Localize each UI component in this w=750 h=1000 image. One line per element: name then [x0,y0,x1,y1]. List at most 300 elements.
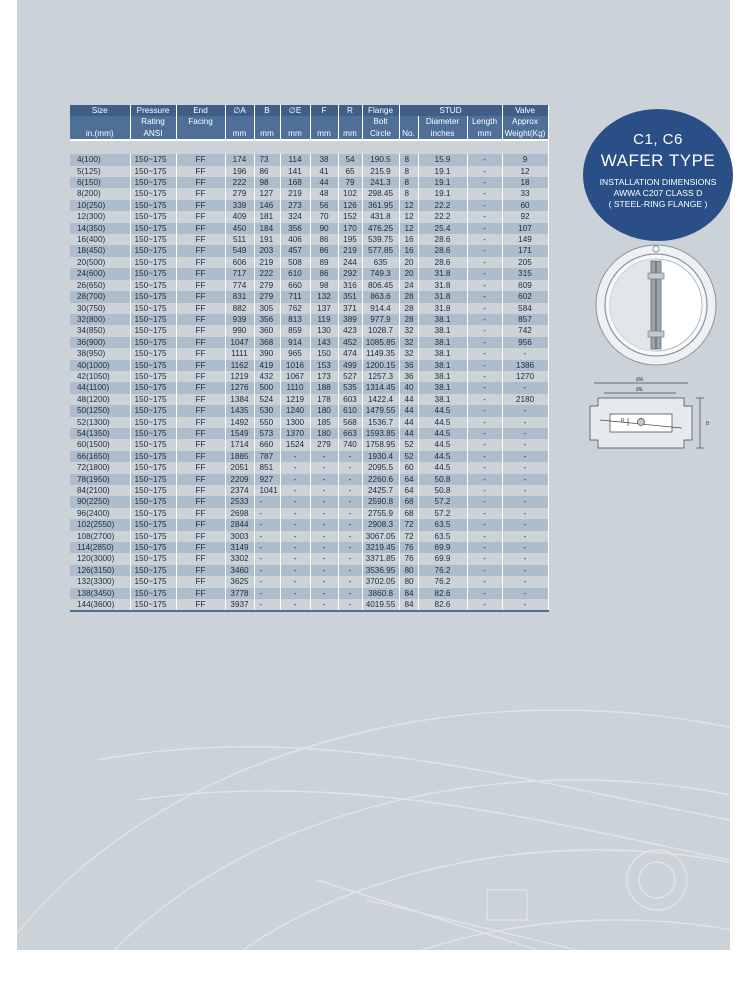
cell-f: - [310,451,338,462]
cell-pressure: 150~175 [130,417,176,428]
cell-stud-diameter: 22.2 [418,200,467,211]
cell-a: 1549 [225,428,254,439]
cell-r: 603 [338,394,362,405]
col-flange: Flange [362,105,399,116]
cell-stud-length: - [467,542,502,553]
cell-e: 457 [280,245,310,256]
badge-subtitle [583,177,733,210]
cell-f: 279 [310,439,338,450]
cell-stud-length: - [467,268,502,279]
col-bolt: Bolt [362,116,399,127]
cell-r: 389 [338,314,362,325]
cell-stud-length: - [467,451,502,462]
col-approx: Approx [502,116,548,127]
cell-stud-no: 12 [399,211,418,222]
cell-e: 660 [280,280,310,291]
header-blank [280,116,310,127]
cell-bolt-circle: 3067.05 [362,531,399,542]
cell-stud-diameter: 44.5 [418,428,467,439]
cell-pressure: 150~175 [130,211,176,222]
dimension-table [70,105,549,612]
cell-b: 419 [254,360,280,371]
cell-r: - [338,485,362,496]
cell-end: FF [176,542,225,553]
cell-a: 774 [225,280,254,291]
cell-stud-no: 44 [399,405,418,416]
cell-pressure: 150~175 [130,337,176,348]
cell-end: FF [176,223,225,234]
cell-stud-diameter: 38.1 [418,325,467,336]
cell-weight: - [502,542,548,553]
cell-weight: 12 [502,166,548,177]
cell-stud-diameter: 28.6 [418,257,467,268]
header-blank [225,116,254,127]
cell-size: 42(1050) [70,371,130,382]
cell-weight: 205 [502,257,548,268]
table-row [70,417,548,428]
cell-weight: 92 [502,211,548,222]
table-row [70,428,548,439]
cell-e: 859 [280,325,310,336]
col-valve: Valve [502,105,548,116]
cell-stud-diameter: 69.9 [418,542,467,553]
cell-size: 4(100) [70,154,130,165]
cell-pressure: 150~175 [130,382,176,393]
cell-bolt-circle: 1593.85 [362,428,399,439]
cell-stud-no: 12 [399,200,418,211]
cell-end: FF [176,257,225,268]
cell-e: - [280,542,310,553]
cell-pressure: 150~175 [130,280,176,291]
cell-weight: - [502,417,548,428]
col-ansi: ANSI [130,128,176,140]
cell-a: 196 [225,166,254,177]
cell-stud-diameter: 69.9 [418,553,467,564]
cell-end: FF [176,382,225,393]
cell-stud-diameter: 57.2 [418,508,467,519]
cell-r: 195 [338,234,362,245]
cell-size: 96(2400) [70,508,130,519]
col-stud: STUD [399,105,502,116]
cell-stud-length: - [467,485,502,496]
cell-f: - [310,542,338,553]
table-row [70,188,548,199]
table-row [70,599,548,611]
cell-a: 1047 [225,337,254,348]
drawing-label-r: R [621,418,625,424]
cell-stud-length: - [467,496,502,507]
table-row [70,325,548,336]
cell-weight: - [502,588,548,599]
cell-a: 222 [225,177,254,188]
cell-size: 40(1000) [70,360,130,371]
cell-stud-no: 36 [399,360,418,371]
cell-b: 98 [254,177,280,188]
cell-e: 1067 [280,371,310,382]
cell-f: - [310,474,338,485]
cell-size: 138(3450) [70,588,130,599]
cell-r: - [338,451,362,462]
cell-pressure: 150~175 [130,223,176,234]
cell-b: 1041 [254,485,280,496]
cell-stud-no: 36 [399,371,418,382]
cell-f: 143 [310,337,338,348]
cell-end: FF [176,200,225,211]
cell-stud-diameter: 82.6 [418,588,467,599]
cell-e: 762 [280,303,310,314]
cell-pressure: 150~175 [130,439,176,450]
table-row [70,291,548,302]
table-row [70,371,548,382]
table-row [70,588,548,599]
cell-stud-diameter: 76.2 [418,565,467,576]
cell-stud-no: 16 [399,234,418,245]
badge-model: C1, C6 [633,131,683,148]
cell-f: 98 [310,280,338,291]
cell-size: 66(1650) [70,451,130,462]
cell-stud-length: - [467,314,502,325]
cell-stud-no: 84 [399,588,418,599]
cell-b: - [254,531,280,542]
cell-stud-length: - [467,394,502,405]
cell-weight: 857 [502,314,548,325]
cell-stud-no: 20 [399,268,418,279]
cell-end: FF [176,417,225,428]
cell-pressure: 150~175 [130,268,176,279]
cell-pressure: 150~175 [130,371,176,382]
cell-stud-diameter: 25.4 [418,223,467,234]
cell-pressure: 150~175 [130,508,176,519]
cell-f: 180 [310,428,338,439]
cell-stud-length: - [467,245,502,256]
cell-stud-length: - [467,531,502,542]
cell-size: 52(1300) [70,417,130,428]
cell-e: - [280,565,310,576]
cell-end: FF [176,303,225,314]
cell-b: 184 [254,223,280,234]
cell-b: - [254,519,280,530]
cell-stud-no: 12 [399,223,418,234]
cell-stud-diameter: 19.1 [418,188,467,199]
cell-bolt-circle: 3536.95 [362,565,399,576]
col-no: No. [399,128,418,140]
cell-f: 86 [310,234,338,245]
col-b: B [254,105,280,116]
cell-stud-no: 68 [399,496,418,507]
col-size: Size [70,105,130,116]
cell-a: 882 [225,303,254,314]
cell-pressure: 150~175 [130,257,176,268]
cell-stud-no: 16 [399,245,418,256]
cell-b: 368 [254,337,280,348]
table-row [70,576,548,587]
header-blank [70,116,130,127]
table-row [70,303,548,314]
cell-f: 150 [310,348,338,359]
cell-b: 73 [254,154,280,165]
cell-stud-diameter: 57.2 [418,496,467,507]
cell-weight: - [502,519,548,530]
cell-pressure: 150~175 [130,599,176,611]
cell-a: 511 [225,234,254,245]
cell-size: 126(3150) [70,565,130,576]
cell-stud-length: - [467,280,502,291]
cell-a: 2374 [225,485,254,496]
cell-pressure: 150~175 [130,519,176,530]
cell-f: 132 [310,291,338,302]
cell-stud-diameter: 38.1 [418,382,467,393]
cell-e: 1219 [280,394,310,405]
cell-r: 102 [338,188,362,199]
cell-b: - [254,599,280,611]
cell-e: - [280,588,310,599]
cell-size: 132(3300) [70,576,130,587]
cell-size: 84(2100) [70,485,130,496]
cell-end: FF [176,519,225,530]
cell-b: 222 [254,268,280,279]
cell-a: 3460 [225,565,254,576]
cell-weight: 9 [502,154,548,165]
cell-size: 72(1800) [70,462,130,473]
cell-end: FF [176,553,225,564]
cell-stud-no: 24 [399,280,418,291]
cell-r: - [338,474,362,485]
cell-end: FF [176,462,225,473]
cell-b: 500 [254,382,280,393]
cell-f: 90 [310,223,338,234]
cell-weight: - [502,485,548,496]
cell-stud-diameter: 15.9 [418,154,467,165]
cell-r: 423 [338,325,362,336]
cell-weight: 315 [502,268,548,279]
cell-weight: - [502,565,548,576]
cell-stud-no: 8 [399,154,418,165]
cell-a: 3003 [225,531,254,542]
cell-e: - [280,496,310,507]
cell-a: 606 [225,257,254,268]
cell-b: 573 [254,428,280,439]
cell-f: 38 [310,154,338,165]
cell-a: 174 [225,154,254,165]
cell-weight: - [502,508,548,519]
cell-e: - [280,451,310,462]
cell-stud-no: 68 [399,508,418,519]
cell-stud-diameter: 22.2 [418,211,467,222]
cell-pressure: 150~175 [130,485,176,496]
cell-stud-length: - [467,234,502,245]
cell-end: FF [176,211,225,222]
cell-bolt-circle: 1028.7 [362,325,399,336]
cell-weight: 602 [502,291,548,302]
cell-end: FF [176,268,225,279]
cell-stud-no: 44 [399,417,418,428]
cell-size: 48(1200) [70,394,130,405]
table-row [70,360,548,371]
cell-weight: - [502,496,548,507]
cell-pressure: 150~175 [130,496,176,507]
cell-b: - [254,553,280,564]
cell-e: 141 [280,166,310,177]
cell-r: - [338,576,362,587]
cell-end: FF [176,280,225,291]
drawing-label-b: B [706,421,710,427]
cell-pressure: 150~175 [130,200,176,211]
cell-pressure: 150~175 [130,303,176,314]
cell-f: 86 [310,245,338,256]
cell-stud-no: 32 [399,348,418,359]
cell-stud-length: - [467,223,502,234]
col-diameter: Diameter [418,116,467,127]
cell-stud-diameter: 31.8 [418,303,467,314]
cell-pressure: 150~175 [130,154,176,165]
cell-stud-length: - [467,428,502,439]
cell-a: 339 [225,200,254,211]
cell-a: 1162 [225,360,254,371]
cell-end: FF [176,576,225,587]
cell-size: 5(125) [70,166,130,177]
cell-bolt-circle: 1422.4 [362,394,399,405]
cell-f: 130 [310,325,338,336]
table-row [70,223,548,234]
cell-end: FF [176,394,225,405]
cell-b: - [254,565,280,576]
cell-stud-no: 20 [399,257,418,268]
cell-e: 965 [280,348,310,359]
cell-size: 38(950) [70,348,130,359]
cell-pressure: 150~175 [130,360,176,371]
cell-bolt-circle: 1200.15 [362,360,399,371]
cell-pressure: 150~175 [130,588,176,599]
cell-stud-length: - [467,474,502,485]
cell-end: FF [176,496,225,507]
cell-size: 50(1250) [70,405,130,416]
cell-weight: - [502,428,548,439]
cell-stud-diameter: 31.8 [418,280,467,291]
cell-b: 550 [254,417,280,428]
cell-a: 2844 [225,519,254,530]
badge-line-standard: AWWA C207 CLASS D [613,188,703,198]
cell-a: 2051 [225,462,254,473]
cell-b: 660 [254,439,280,450]
cell-stud-length: - [467,371,502,382]
cell-f: 41 [310,166,338,177]
cell-r: 452 [338,337,362,348]
cell-b: 219 [254,257,280,268]
cell-stud-diameter: 38.1 [418,394,467,405]
cell-bolt-circle: 1257.3 [362,371,399,382]
cell-weight: - [502,439,548,450]
cell-weight: 956 [502,337,548,348]
cell-stud-diameter: 38.1 [418,371,467,382]
cell-size: 32(800) [70,314,130,325]
cell-stud-diameter: 31.8 [418,268,467,279]
cell-end: FF [176,485,225,496]
cell-r: 740 [338,439,362,450]
cell-weight: 107 [502,223,548,234]
cell-size: 90(2250) [70,496,130,507]
cell-r: - [338,462,362,473]
table-header [70,105,548,140]
cell-r: 527 [338,371,362,382]
cell-bolt-circle: 361.95 [362,200,399,211]
cell-e: - [280,553,310,564]
cell-pressure: 150~175 [130,428,176,439]
cell-stud-length: - [467,417,502,428]
cell-size: 10(250) [70,200,130,211]
cell-stud-no: 84 [399,599,418,611]
cell-pressure: 150~175 [130,474,176,485]
cell-size: 14(350) [70,223,130,234]
cell-pressure: 150~175 [130,553,176,564]
cell-pressure: 150~175 [130,325,176,336]
cell-e: - [280,519,310,530]
cell-a: 939 [225,314,254,325]
col-inches: inches [418,128,467,140]
cell-r: 474 [338,348,362,359]
cell-r: 292 [338,268,362,279]
cell-stud-length: - [467,405,502,416]
cell-stud-length: - [467,154,502,165]
col-e-unit: mm [280,128,310,140]
cell-pressure: 150~175 [130,166,176,177]
cell-bolt-circle: 3219.45 [362,542,399,553]
cell-a: 3778 [225,588,254,599]
cell-bolt-circle: 977.9 [362,314,399,325]
cell-f: 137 [310,303,338,314]
col-size-unit: in.(mm) [70,128,130,140]
table-row [70,200,548,211]
cell-bolt-circle: 1479.55 [362,405,399,416]
cell-pressure: 150~175 [130,451,176,462]
table-row [70,166,548,177]
cell-end: FF [176,371,225,382]
cell-b: 305 [254,303,280,314]
col-b-unit: mm [254,128,280,140]
cell-stud-diameter: 50.8 [418,474,467,485]
cell-weight: 2180 [502,394,548,405]
cell-end: FF [176,314,225,325]
cell-stud-no: 32 [399,337,418,348]
cell-stud-diameter: 19.1 [418,166,467,177]
cell-size: 28(700) [70,291,130,302]
cell-stud-length: - [467,382,502,393]
cell-end: FF [176,599,225,611]
cell-end: FF [176,531,225,542]
table-row [70,405,548,416]
cell-r: 54 [338,154,362,165]
cell-weight: 1270 [502,371,548,382]
cell-size: 60(1500) [70,439,130,450]
table-row [70,268,548,279]
cell-e: - [280,531,310,542]
cell-a: 2698 [225,508,254,519]
cell-pressure: 150~175 [130,348,176,359]
cell-f: - [310,496,338,507]
col-r-unit: mm [338,128,362,140]
cell-stud-diameter: 44.5 [418,405,467,416]
cell-size: 24(600) [70,268,130,279]
cell-b: 146 [254,200,280,211]
cell-size: 102(2550) [70,519,130,530]
cell-stud-diameter: 44.5 [418,439,467,450]
cell-bolt-circle: 1930.4 [362,451,399,462]
table-row [70,234,548,245]
cell-b: 851 [254,462,280,473]
cell-bolt-circle: 190.5 [362,154,399,165]
cell-a: 1885 [225,451,254,462]
cell-a: 409 [225,211,254,222]
table-body [70,140,548,611]
